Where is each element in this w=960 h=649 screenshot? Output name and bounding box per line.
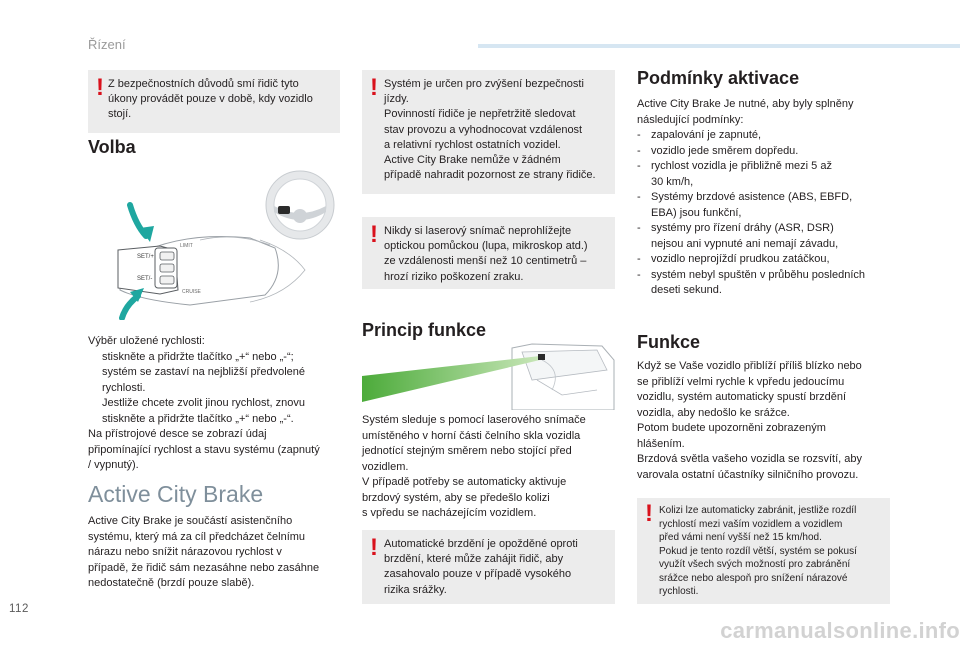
list-item: stiskněte a přidržte tlačítko „+“ nebo „-“; (102, 350, 294, 363)
list-item: - zapalování je zapnuté, (637, 129, 762, 141)
heading-funkce: Funkce (637, 332, 701, 352)
activation-conditions: Active City Brake Je nutné, aby byly splněny následující podmínky: - zapalování je zapnuté, - vozidlo jede směrem dopředu. - rychlost vozidla je přibližně mezi 5 až 30 km/h, - Systémy brzdové asistence (ABS, EBFD, EBA) jsou funkční, - systémy pro řízení dráhy (ASR, DSR) nejsou ani vypnuté ani nemají závadu, - vozidlo neprojíždí prudkou zatáčkou, - systém nebyl spuštěn v průběhu posledních deseti sekund. (637, 98, 866, 296)
laser-sensor-figure (362, 340, 617, 410)
list-item: - systémy pro řízení dráhy (ASR, DSR) (637, 222, 834, 234)
heading-volba: Volba (88, 137, 136, 157)
list-item: - vozidlo neprojíždí prudkou zatáčkou, (637, 253, 830, 265)
warning-box-safety-stop (88, 70, 340, 133)
page-number: 112 (9, 603, 29, 615)
list-item: - Systémy brzdové asistence (ABS, EBFD, (637, 191, 853, 203)
arrow-up-icon (130, 205, 154, 242)
list-item: - rychlost vozidla je přibližně mezi 5 až (637, 160, 832, 172)
header-accent-bar (478, 44, 960, 48)
steering-wheel-icon (266, 171, 334, 239)
list-item: Jestliže chcete zvolit jinou rychlost, znovu (102, 397, 305, 409)
list-item: - systém nebyl spuštěn v průběhu posledních (637, 268, 866, 281)
watermark-logo: carmanualsonline.info (720, 618, 960, 643)
list-item: - vozidlo jede směrem dopředu. (637, 144, 799, 157)
heading-princip-funkce: Princip funkce (362, 320, 487, 340)
warning-box-driver-responsibility: ! Systém je určen pro zvýšení bezpečnosti jízdy. Povinností řidiče je nepřetržitě sledovat stav provozu a vyhodnocovat vzdálenost a relativní rychlost ostatních vozidel. Active City Brake nemůže v žádném případě nahradit pozornost ze strany řidiče. (362, 70, 615, 194)
principle-description: Systém sleduje s pomocí laserového snímače umístěného v horní části čelního skla vozidla jednotící stejným směrem nebo stojící před vozidlem. V případě potřeby se automaticky aktivuje brzdový systém, aby se předešlo kolizi s vpředu se nacházejícím vozidlem. (362, 414, 586, 519)
warning-icon: ! (645, 500, 653, 527)
warning-box-laser: ! Nikdy si laserový snímač neprohlížejte optickou pomůckou (lupa, mikroskop atd.) ze vzdálenosti menší než 10 centimetrů – hrozí riziko poškození zraku. (362, 217, 615, 289)
stalk-label-set-minus: SET/- (137, 276, 153, 282)
stalk-label-cruise: CRUISE (182, 289, 201, 295)
stalk-label-set-plus: SET/+ (137, 254, 154, 260)
warning-icon: ! (370, 74, 378, 101)
warning-text: Z bezpečnostních důvodů smí řidič tyto úkony provádět pouze v době, kdy vozidlo stojí. (108, 78, 313, 121)
section-title: Řízení (88, 37, 126, 52)
warning-box-braking-delay: ! Automatické brzdění je opožděné oproti brzdění, které může zahájit řidič, aby zasahovalo pouze v případě vysokého rizika srážky. (362, 530, 615, 604)
acb-description: Active City Brake je součástí asistenčního systému, který má za cíl předcházet čelnímu nárazu nebo snížit nárazovou rychlost v případě, že řidič sám nezasáhne nebo zasáhne nedostatečně (brzdí pouze slabě). (88, 515, 320, 589)
stored-speed-instructions: Výběr uložené rychlosti: stiskněte a přidržte tlačítko „+“ nebo „-“; systém se zastaví na nejbližší předvolené rychlosti. Jestliže chcete zvolit jinou rychlost, znovu stiskněte a přidržte tlačítko „+“ nebo „-“. Na přístrojové desce se zobrazí údaj připomínající rychlost a stavu systému (zapnutý / vypnutý). (88, 335, 320, 471)
heading-active-city-brake: Active City Brake (88, 481, 264, 507)
stalk-label-limit: LIMIT (180, 243, 193, 249)
function-description: Když se Vaše vozidlo přiblíží příliš blízko nebo se přiblíží velmi rychle k vpředu jedoucímu vozidlu, systém automaticky spustí brzdění vozidla, aby nedošlo ke srážce. Potom budete upozorněni zobrazeným hlášením. Brzdová světla vašeho vozidla se rozsvítí, aby varovala ostatní účastníky silničního provozu. (637, 360, 862, 481)
heading-podminky-aktivace: Podmínky aktivace (637, 68, 800, 88)
warning-box-speed-difference: ! Kolizi lze automaticky zabránit, jestliže rozdíl rychlostí mezi vaším vozidlem a vozidlem před vámi není vyšší než 15 km/hod. Pokud je tento rozdíl větší, systém se pokusí využít všech svých možností pro zabránění srážce nebo alespoň pro snížení nárazové rychlosti. (637, 498, 890, 604)
warning-icon: ! (370, 221, 378, 248)
steering-stalk-figure (100, 170, 340, 320)
warning-icon: ! (370, 534, 378, 561)
warning-icon: ! (96, 74, 104, 101)
